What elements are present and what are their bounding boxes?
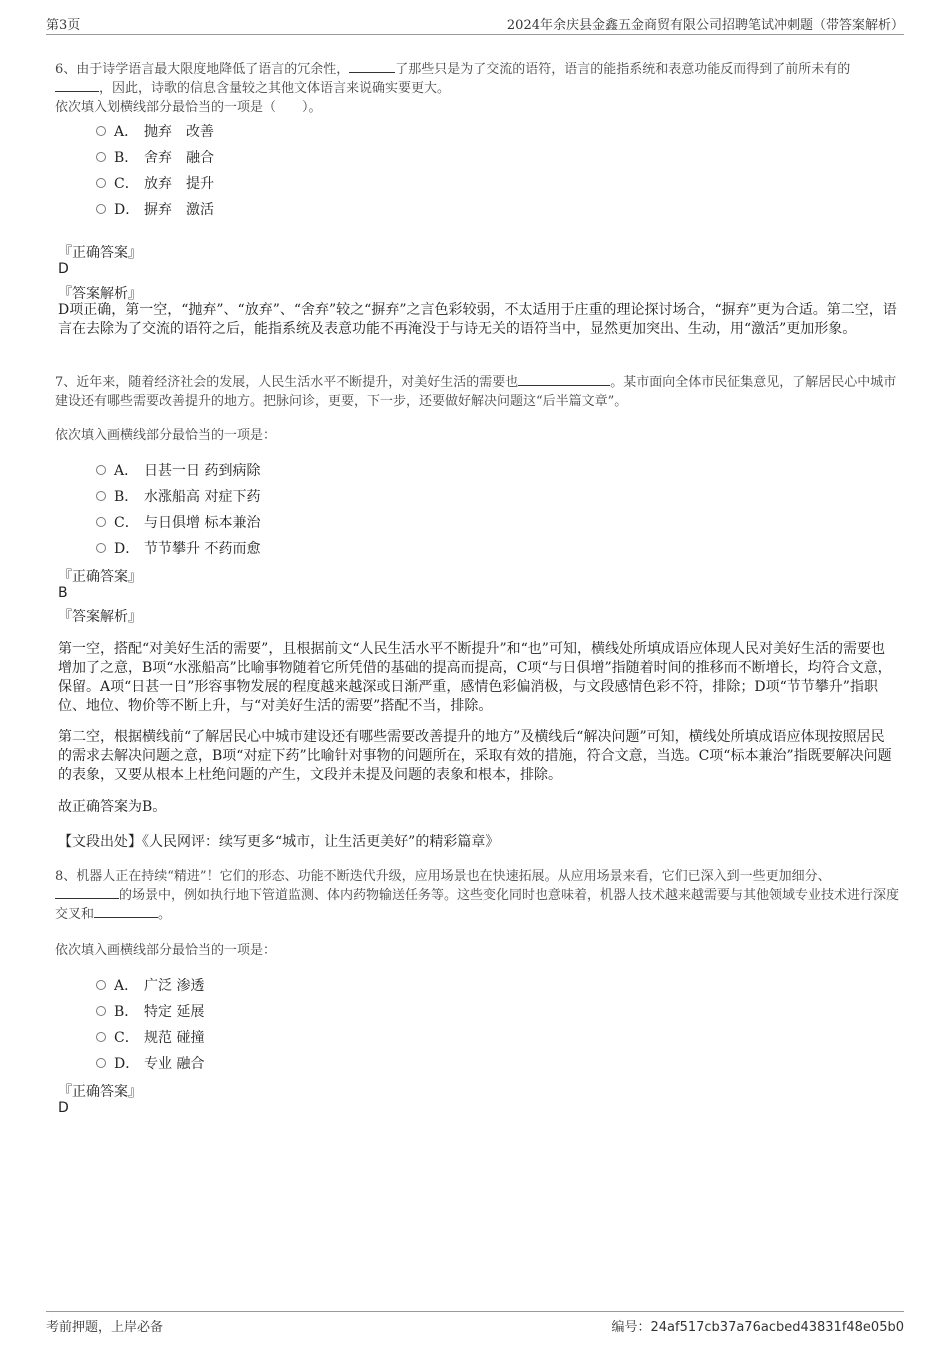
- analysis-text: D项正确，第一空，“抛弃”、“放弃”、“舍弃”较之“摒弃”之言色彩较弱，不太适用于庄重的理论探讨场合，“摒弃”更为合适。第二空，语言在去除为了交流的语符之后，能指系统及表意功能不再淹没于与诗无关的语符当中，显然更加突出、生动，用“激活”更加形象。: [58, 302, 897, 337]
- question-7-stem: 7、近年来，随着经济社会的发展，人民生活水平不断提升，对美好生活的需要也 。某市面向全体市民征集意见，了解居民心中城市建设还有哪些需要改善提升的地方。把脉问诊，更要，下一步，还要做好解决问题这“后半篇文章”。: [55, 375, 897, 409]
- blank-line: [349, 60, 395, 73]
- blank-line: [518, 373, 610, 386]
- answer-value: D: [58, 1100, 69, 1116]
- option-a[interactable]: A． 广泛 渗透: [96, 975, 204, 995]
- radio-icon[interactable]: [96, 491, 106, 501]
- analysis-label: 『答案解析』: [58, 286, 142, 302]
- document-title: 2024年余庆县金鑫五金商贸有限公司招聘笔试冲刺题（带答案解析）: [506, 18, 904, 33]
- radio-icon[interactable]: [96, 204, 106, 214]
- page-number: 第3页: [46, 18, 81, 33]
- radio-icon[interactable]: [96, 517, 106, 527]
- answer-value: B: [58, 585, 68, 601]
- question-6-stem: 6、由于诗学语言最大限度地降低了语言的冗余性， 了那些只是为了交流的语符，语言的能指系统和表意功能反而得到了前所未有的 ，因此，诗歌的信息含量较之其他文体语言来说确实要更大。 依次填入划横线部分最恰当的一项是（ ）。: [55, 62, 851, 115]
- question-7-prompt-wrap: [55, 426, 904, 445]
- conclusion-text: 故正确答案为B。: [58, 799, 167, 815]
- option-b[interactable]: B． 水涨船高 对症下药: [96, 486, 260, 506]
- blank-line: [94, 905, 158, 918]
- analysis-label: 『答案解析』: [58, 609, 142, 625]
- radio-icon[interactable]: [96, 1058, 106, 1068]
- radio-icon[interactable]: [96, 1006, 106, 1016]
- option-d[interactable]: D． 摒弃 激活: [96, 199, 214, 219]
- analysis-paragraph-2: 第二空，根据横线前“了解居民心中城市建设还有哪些需要改善提升的地方”及横线后“解决问题”可知，横线处所填成语应体现按照居民的需求去解决问题之意，B项“对症下药”比喻针对事物的问题所在，采取有效的措施，符合文意，当选。C项“标本兼治”指既要解决问题的表象，又要从根本上杜绝问题的产生，文段并未提及问题的表象和根本，排除。: [58, 729, 892, 783]
- footer-slogan: 考前押题，上岸必备: [46, 1320, 164, 1335]
- radio-icon[interactable]: [96, 980, 106, 990]
- answer-label: 『正确答案』: [58, 569, 142, 585]
- answer-value: D: [58, 261, 69, 277]
- page-header: [46, 14, 904, 35]
- source-text: 【文段出处】《人民网评：续写更多“城市，让生活更美好”的精彩篇章》: [58, 834, 500, 850]
- option-d[interactable]: D． 专业 融合: [96, 1053, 204, 1073]
- option-b[interactable]: B． 舍弃 融合: [96, 147, 214, 167]
- option-a[interactable]: A． 抛弃 改善: [96, 121, 214, 141]
- radio-icon[interactable]: [96, 178, 106, 188]
- radio-icon[interactable]: [96, 126, 106, 136]
- option-a[interactable]: A． 日甚一日 药到病除: [96, 460, 260, 480]
- answer-label: 『正确答案』: [58, 1084, 142, 1100]
- radio-icon[interactable]: [96, 1032, 106, 1042]
- radio-icon[interactable]: [96, 465, 106, 475]
- option-d[interactable]: D． 节节攀升 不药而愈: [96, 538, 260, 558]
- radio-icon[interactable]: [96, 152, 106, 162]
- blank-line: [55, 886, 119, 899]
- question-8-prompt-wrap: [55, 941, 904, 960]
- blank-line: [55, 79, 99, 92]
- option-c[interactable]: C． 与日俱增 标本兼治: [96, 512, 260, 532]
- radio-icon[interactable]: [96, 543, 106, 553]
- question-6: [55, 60, 904, 117]
- answer-label: 『正确答案』: [58, 245, 142, 261]
- question-8: [55, 867, 904, 924]
- question-6-prompt: 依次填入划横线部分最恰当的一项是（ ）。: [55, 100, 322, 115]
- option-c[interactable]: C． 规范 碰撞: [96, 1027, 204, 1047]
- analysis-paragraph-1: 第一空，搭配“对美好生活的需要”，且根据前文“人民生活水平不断提升”和“也”可知，横线处所填成语应体现人民对美好生活的需要也增加了之意，B项“水涨船高”比喻事物随着它所凭借的基础的提高而提高，C项“与日俱增”指随着时间的推移而不断增长，均符合文意，保留。A项“日甚一日”形容事物发展的程度越来越深或日渐严重，感情色彩偏消极，与文段感情色彩不符，排除；D项“节节攀升”指职位、地位、物价等不断上升，与“对美好生活的需要”搭配不当，排除。: [58, 641, 892, 714]
- question-7-prompt: 依次填入画横线部分最恰当的一项是：: [55, 428, 277, 443]
- document-code: 编号：24af517cb37a76acbed43831f48e05b0: [611, 1320, 904, 1335]
- page-footer: [46, 1311, 904, 1336]
- option-c[interactable]: C． 放弃 提升: [96, 173, 214, 193]
- option-b[interactable]: B． 特定 延展: [96, 1001, 204, 1021]
- question-8-prompt: 依次填入画横线部分最恰当的一项是：: [55, 943, 277, 958]
- question-8-stem: 8、机器人正在持续“精进”！它们的形态、功能不断迭代升级，应用场景也在快速拓展。从应用场景来看，它们已深入到一些更加细分、 的场景中，例如执行地下管道监测、体内药物输送任务等。这些变化同时也意味着，机器人技术越来越需要与其他领域专业技术进行深度交叉和 。: [55, 869, 900, 922]
- question-7: [55, 373, 904, 411]
